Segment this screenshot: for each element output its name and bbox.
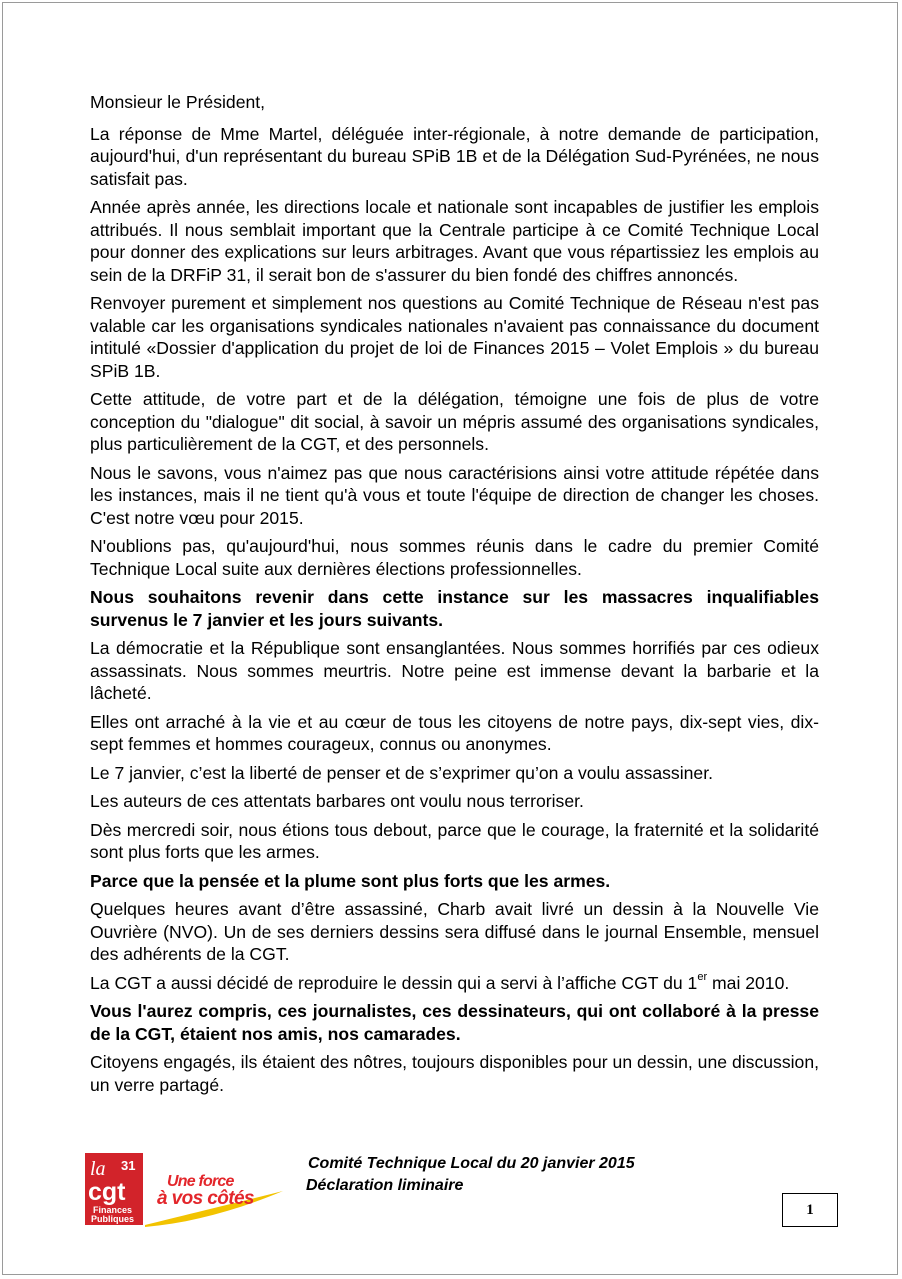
paragraph: Vous l'aurez compris, ces journalistes, ces dessinateurs, qui ont collaboré à la presse de la CGT, étaient nos amis, nos camarades.	[90, 1001, 819, 1044]
paragraph: Nous souhaitons revenir dans cette instance sur les massacres inqualifiables survenus le 7 janvier et les jours suivants.	[90, 587, 819, 630]
paragraph: Cette attitude, de votre part et de la délégation, témoigne une fois de plus de votre conception du "dialogue" dit social, à savoir un mépris assumé des organisations syndicales, plus particulièrement de la CGT, et des personnels.	[90, 389, 819, 454]
paragraph: Les auteurs de ces attentats barbares ont voulu nous terroriser.	[90, 791, 584, 811]
paragraph: Parce que la pensée et la plume sont plus forts que les armes.	[90, 870, 611, 891]
cgt-logo	[85, 1153, 285, 1228]
logo-publiques: Publiques	[91, 1214, 135, 1224]
logo-la: la	[90, 1158, 106, 1180]
paragraph: Nous le savons, vous n'aimez pas que nous caractérisions ainsi votre attitude répétée dans les instances, mais il ne tient qu'à vous et toute l'équipe de direction de changer les choses. C'est notre vœu pour 2015.	[90, 462, 819, 528]
logo-slogan-2: à vos côtés	[157, 1188, 254, 1209]
logo-dept: 31	[121, 1158, 136, 1173]
paragraph: Le 7 janvier, c’est la liberté de penser et de s’exprimer qu’on a voulu assassiner.	[90, 762, 713, 783]
may-day-paragraph	[90, 972, 819, 995]
document-body	[90, 91, 819, 1102]
logo-cgt: cgt	[88, 1178, 126, 1206]
paragraph-list	[90, 123, 819, 966]
logo-finances: Finances	[93, 1205, 133, 1215]
may-day-text-end: mai 2010.	[707, 972, 790, 993]
footer-title: Comité Technique Local du 20 janvier 2015	[308, 1155, 635, 1172]
footer-subtitle: Déclaration liminaire	[306, 1177, 464, 1194]
paragraph: Année après année, les directions locale et nationale sont incapables de justifier les emplois attribués. Il nous semblait important que la Centrale participe à ce Comité Technique Local pour donner des explications sur leurs arbitrages. Avant que vous répartissiez les emplois au sein de la DRFiP 31, il serait bon de s'assurer du bien fondé des chiffres annoncés.	[90, 197, 819, 285]
closing-paragraph-list	[90, 1000, 819, 1096]
paragraph: Citoyens engagés, ils étaient des nôtres, toujours disponibles pour un dessin, une discussion, un verre partagé.	[90, 1052, 819, 1095]
may-day-text: La CGT a aussi décidé de reproduire le dessin qui a servi à l’affiche CGT du 1	[90, 972, 698, 993]
document-footer	[308, 1153, 635, 1197]
paragraph: N'oublions pas, qu'aujourd'hui, nous sommes réunis dans le cadre du premier Comité Technique Local suite aux dernières élections professionnelles.	[90, 536, 819, 579]
paragraph: Dès mercredi soir, nous étions tous debout, parce que le courage, la fraternité et la solidarité sont plus forts que les armes.	[90, 819, 819, 862]
paragraph: La démocratie et la République sont ensanglantées. Nous sommes horrifiés par ces odieux assassinats. Nous sommes meurtris. Notre peine est immense devant la barbarie et la lâcheté.	[90, 638, 819, 703]
document-page	[2, 2, 898, 1275]
logo-slogan-1: Une force	[167, 1173, 234, 1190]
paragraph: Renvoyer purement et simplement nos questions au Comité Technique de Réseau n'est pas valable car les organisations syndicales nationales n'avaient pas connaissance du document intitulé «Dossier d'application du projet de loi de Finances 2015 – Volet Emplois » du bureau SPiB 1B.	[90, 293, 819, 381]
ordinal-superscript: er	[697, 970, 708, 983]
page-number: 1	[782, 1193, 838, 1227]
salutation: Monsieur le Président,	[90, 92, 266, 112]
paragraph: Elles ont arraché à la vie et au cœur de tous les citoyens de notre pays, dix-sept vies, dix-sept femmes et hommes courageux, connus ou anonymes.	[90, 711, 819, 754]
paragraph: Quelques heures avant d’être assassiné, Charb avait livré un dessin à la Nouvelle Vie Ouvrière (NVO). Un de ses derniers dessins sera diffusé dans le journal Ensemble, mensuel des adhérents de la CGT.	[90, 899, 819, 964]
paragraph: La réponse de Mme Martel, déléguée inter-régionale, à notre demande de participation, aujourd'hui, d'un représentant du bureau SPiB 1B et de la Délégation Sud-Pyrénées, ne nous satisfait pas.	[90, 123, 819, 189]
